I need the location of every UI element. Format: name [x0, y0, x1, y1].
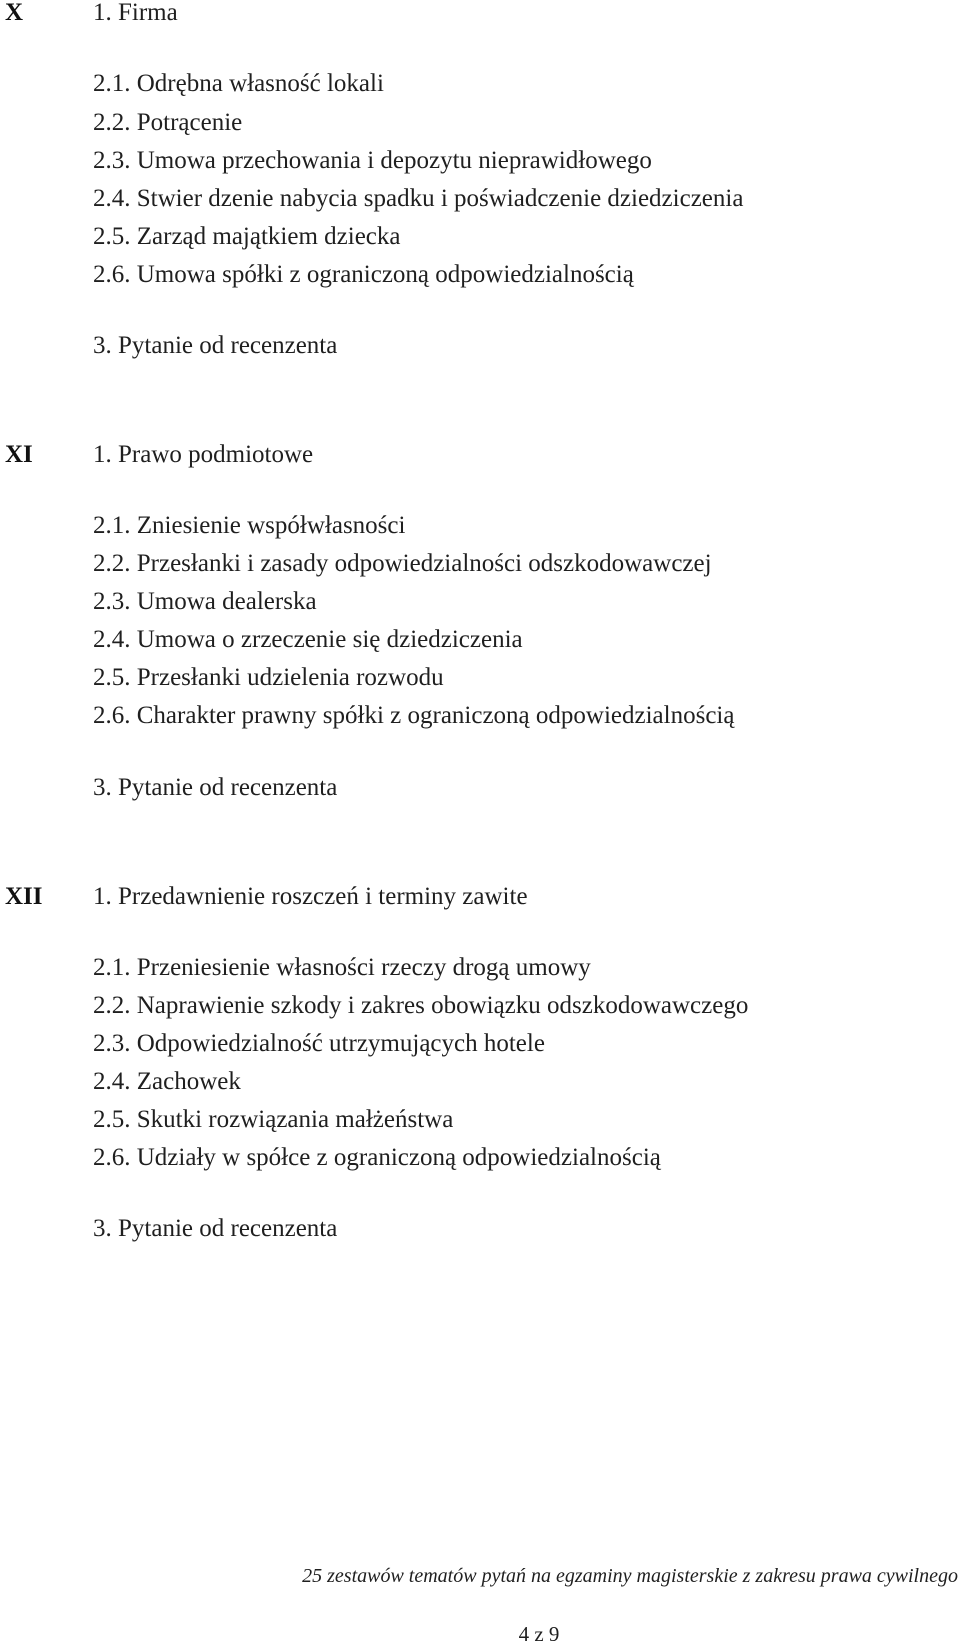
- list-item: 2.5. Skutki rozwiązania małżeństwa: [93, 1106, 454, 1133]
- list-item: 2.1. Odrębna własność lokali: [93, 70, 384, 97]
- section-heading: 1. Prawo podmiotowe: [93, 441, 314, 468]
- list-item: 2.2. Naprawienie szkody i zakres obowiązku odszkodowawczego: [93, 992, 749, 1019]
- list-item: 2.4. Zachowek: [93, 1068, 241, 1095]
- list-item: 2.5. Przesłanki udzielenia rozwodu: [93, 664, 444, 691]
- list-item: 2.1. Zniesienie współwłasności: [93, 512, 406, 539]
- reviewer-question: 3. Pytanie od recenzenta: [93, 774, 338, 801]
- list-item: 2.1. Przeniesienie własności rzeczy drogą umowy: [93, 954, 591, 981]
- footer-title: 25 zestawów tematów pytań na egzaminy magisterskie z zakresu prawa cywilnego: [302, 1565, 958, 1587]
- reviewer-question: 3. Pytanie od recenzenta: [93, 332, 338, 359]
- list-item: 2.3. Umowa dealerska: [93, 588, 317, 615]
- section-heading: 1. Przedawnienie roszczeń i terminy zawite: [93, 883, 528, 910]
- section-heading: 1. Firma: [93, 0, 178, 26]
- list-item: 2.5. Zarząd majątkiem dziecka: [93, 223, 401, 250]
- list-item: 2.2. Przesłanki i zasady odpowiedzialności odszkodowawczej: [93, 550, 712, 577]
- list-item: 2.2. Potrącenie: [93, 109, 243, 136]
- list-item: 2.4. Umowa o zrzeczenie się dziedziczenia: [93, 626, 523, 653]
- reviewer-question: 3. Pytanie od recenzenta: [93, 1215, 338, 1242]
- section-number: XII: [5, 883, 43, 910]
- list-item: 2.3. Odpowiedzialność utrzymujących hotele: [93, 1030, 545, 1057]
- list-item: 2.6. Umowa spółki z ograniczoną odpowiedzialnością: [93, 261, 634, 288]
- list-item: 2.6. Udziały w spółce z ograniczoną odpowiedzialnością: [93, 1144, 661, 1171]
- page-footer: [0, 1565, 960, 1588]
- page-number: 4 z 9: [518, 1622, 560, 1646]
- list-item: 2.6. Charakter prawny spółki z ograniczoną odpowiedzialnością: [93, 702, 735, 729]
- section-number: X: [5, 0, 24, 26]
- section-number: XI: [5, 441, 33, 468]
- list-item: 2.4. Stwier dzenie nabycia spadku i poświadczenie dziedziczenia: [93, 185, 744, 212]
- list-item: 2.3. Umowa przechowania i depozytu nieprawidłowego: [93, 147, 652, 174]
